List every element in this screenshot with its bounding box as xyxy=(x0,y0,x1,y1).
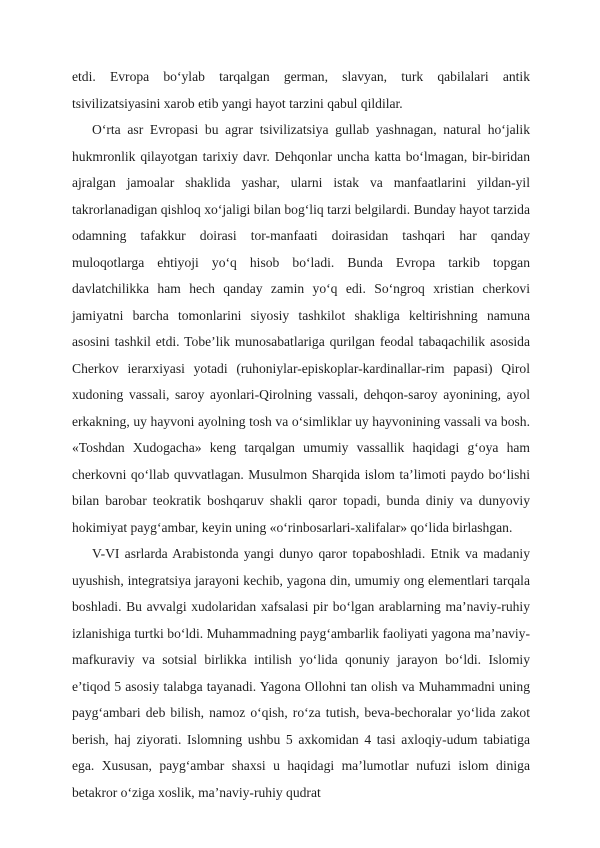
paragraph-medieval-europe: O‘rta asr Evropasi bu agrar tsivilizatsiya gullab yashnagan, natural ho‘jalik hukmronlik qilayotgan tarixiy davr. Dehqonlar uncha katta bo‘lmagan, bir-biridan ajralgan jamoalar shaklida yashar, ularni istak va manfaatlarini yildan-yil takrorlanadigan qishloq xo‘jaligi bilan bog‘liq tarzi belgilardi. Bunday hayot tarzida odamning tafakkur doirasi tor-manfaati doirasidan tashqari har qanday muloqotlarga ehtiyoji yo‘q hisob bo‘ladi. Bunda Evropa tarkib topgan davlatchilikka ham hech qanday zamin yo‘q edi. So‘ngroq xristian cherkovi jamiyatni barcha tomonlarini siyosiy tashkilot shakliga keltirishning namuna asosini tashkil etdi. Tobe’lik munosabatlariga qurilgan feodal tabaqachilik asosida Cherkov ierarxiyasi yotadi (ruhoniylar-episkoplar-kardinallar-rim papasi) Qirol xudoning vassali, saroy ayonlari-Qirolning vassali, dehqon-saroy ayonining, ayol erkakning, uy hayvoni ayolning tosh va o‘simliklar uy hayvonining vassali va bosh. «Toshdan Xudogacha» keng tarqalgan umumiy vassallik haqidagi g‘oya ham cherkovni qo‘llab quvvatlagan. Musulmon Sharqida islom ta’limoti paydo bo‘lishi bilan barobar teokratik boshqaruv shakli qaror topadi, bunda diniy va dunyoviy hokimiyat payg‘ambar, keyin uning «o‘rinbosarlari-xalifalar» qo‘lida birlashgan. xyxy=(72,122,530,535)
paragraph-continuation: etdi. Evropa bo‘ylab tarqalgan german, slavyan, turk qabilalari antik tsivilizatsiyasini xarob etib yangi hayot tarzini qabul qildilar. xyxy=(72,69,530,111)
paragraph-arabia: V-VI asrlarda Arabistonda yangi dunyo qaror topaboshladi. Etnik va madaniy uyushish, integratsiya jarayoni kechib, yagona din, umumiy ong elementlari tarqala boshladi. Bu avvalgi xudolaridan xafsalasi pir bo‘lgan arablarning ma’naviy-ruhiy izlanishiga turtki bo‘ldi. Muhammadning payg‘ambarlik faoliyati yagona ma’naviy-mafkuraviy va sotsial birlikka intilish yo‘lida qonuniy jarayon bo‘ldi. Islomiy e’tiqod 5 asosiy talabga tayanadi. Yagona Ollohni tan olish va Muhammadni uning payg‘ambari deb bilish, namoz o‘qish, ro‘za tutish, beva-bechoralar yo‘lida zakot berish, haj ziyorati. Islomning ushbu 5 axkomidan 4 tasi axloqiy-udum tabiatiga ega. Xususan, payg‘ambar shaxsi u haqidagi ma’lumotlar nufuzi islom diniga betakror o‘ziga xoslik, ma’naviy-ruhiy qudrat xyxy=(72,546,530,800)
document-page xyxy=(72,64,530,806)
